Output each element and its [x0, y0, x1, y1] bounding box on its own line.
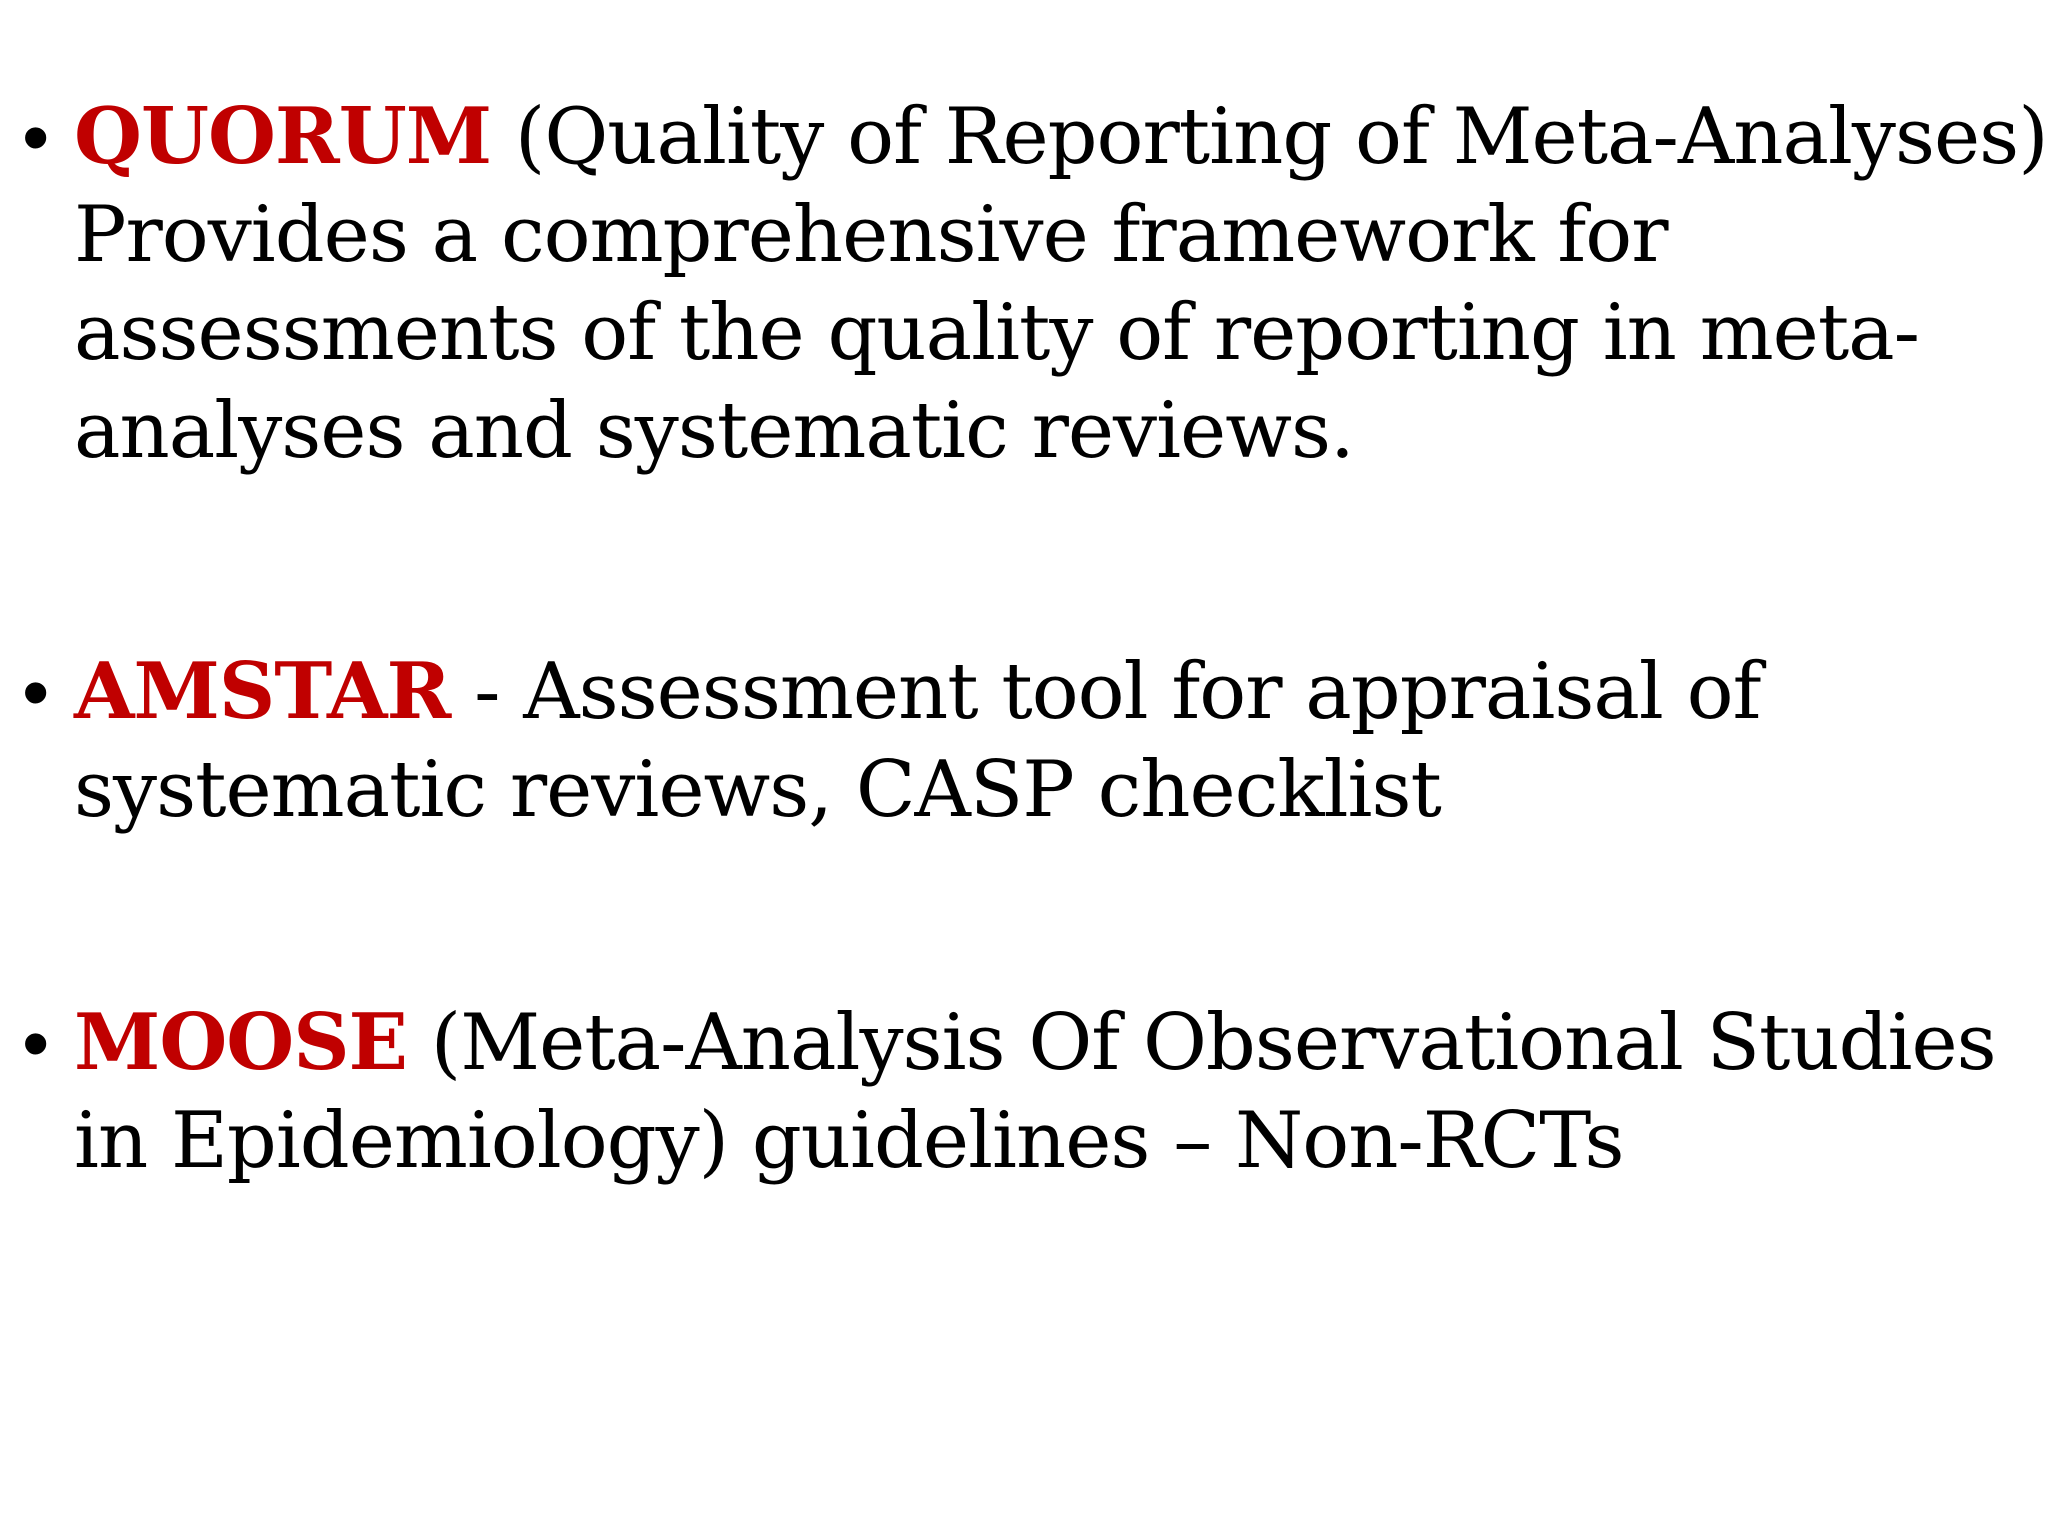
term-moose: MOOSE: [74, 997, 408, 1088]
bullet-icon: •: [22, 93, 49, 181]
bullet-line: [22, 643, 2022, 741]
bullet-icon: •: [22, 999, 49, 1087]
bullet-line: Provides a comprehensive framework for: [74, 190, 1668, 280]
bullet-line: systematic reviews, CASP checklist: [74, 745, 1441, 835]
bullet-text: (Quality of Reporting of Meta-Analyses): [491, 92, 2048, 182]
bullet-line: assessments of the quality of reporting in meta-: [74, 288, 1920, 378]
bullet-line: in Epidemiology) guidelines – Non-RCTs: [74, 1096, 1624, 1186]
bullet-item-quorum: [22, 88, 2048, 480]
bullet-line: [22, 994, 2022, 1092]
bullet-icon: •: [22, 648, 49, 736]
bullet-line: [22, 88, 2048, 186]
bullet-text: - Assessment tool for appraisal of: [450, 647, 1761, 737]
bullet-item-moose: [22, 994, 2022, 1190]
term-quorum: QUORUM: [74, 91, 492, 182]
bullet-text: (Meta-Analysis Of Observational Studies: [407, 998, 1996, 1088]
bullet-item-amstar: [22, 643, 2022, 839]
bullet-line: analyses and systematic reviews.: [74, 386, 1354, 476]
term-amstar: AMSTAR: [74, 646, 451, 737]
